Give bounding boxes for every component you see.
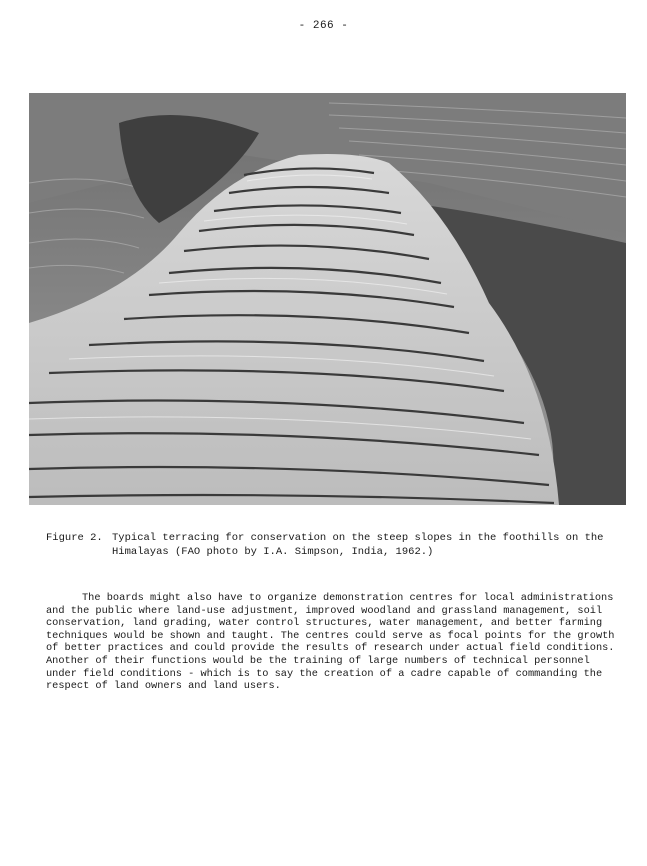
page-number: - 266 - (298, 20, 349, 32)
figure-caption (46, 531, 606, 559)
terracing-photo (29, 93, 626, 505)
caption-line-2: Himalayas (FAO photo by I.A. Simpson, India, 1962.) (112, 546, 434, 558)
figure-label: Figure 2. (46, 532, 103, 544)
body-paragraph: The boards might also have to organize demonstration centres for local administrations and the public where land-use adjustment, improved woodland and grassland management, soil conservation, land grading, water control structures, water management, and better farming techniques would be shown and taught. The centres could serve as focal points for the growth of better practices and could provide the results of research under actual field conditions. Another of their functions would be the training of large numbers of technical personnel under field conditions - which is to say the creation of a cadre capable of commanding the respect of land owners and land users. (46, 592, 615, 693)
caption-line-1: Typical terracing for conservation on the steep slopes in the foothills on the (112, 532, 604, 544)
